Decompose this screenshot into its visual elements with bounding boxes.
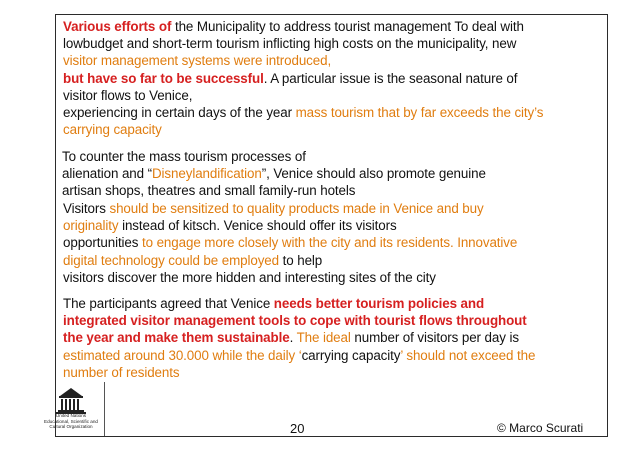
text-segment: carrying capacity xyxy=(63,122,162,138)
text-segment: visitors discover the more hidden and interesting sites of the city xyxy=(63,269,436,285)
logo-line: Educational, Scientific and xyxy=(44,418,98,424)
text-segment: ’ should not exceed the xyxy=(400,347,536,363)
paragraph-mass-tourism-countermeasures xyxy=(62,148,602,200)
text-segment: Disneylandification xyxy=(151,166,262,182)
text-segment: lowbudget and short-term tourism inflicting high costs on the municipality, new xyxy=(63,36,517,52)
text-segment: ”, Venice should also promote genuine xyxy=(261,166,486,182)
author-credit: © Marco Scurati xyxy=(497,421,584,435)
text-segment: should be sensitized to quality products made in Venice and buy xyxy=(109,201,484,216)
text-segment: number of residents xyxy=(63,364,180,380)
text-line xyxy=(63,87,603,104)
text-line xyxy=(63,18,603,35)
text-segment: artisan shops, theatres and small family-run hotels xyxy=(62,183,356,199)
paragraph-participants-agreement xyxy=(63,295,603,381)
text-line xyxy=(63,329,603,346)
text-line xyxy=(63,35,603,52)
text-segment: visitor flows to Venice, xyxy=(63,87,193,103)
text-segment: the year and make them sustainable xyxy=(63,330,290,346)
text-segment: To counter the mass tourism processes of xyxy=(62,149,306,164)
text-line xyxy=(63,70,603,87)
text-segment: but have so far to be successful xyxy=(63,70,264,86)
text-segment: . xyxy=(289,330,297,346)
text-segment: number of visitors per day is xyxy=(350,330,519,346)
text-segment: experiencing in certain days of the year xyxy=(63,105,296,121)
text-line xyxy=(63,200,603,217)
text-segment: instead of kitsch. Venice should offer its visitors xyxy=(118,218,397,234)
text-segment: Visitors xyxy=(63,201,110,216)
text-segment: mass tourism that by far exceeds the city’s xyxy=(295,105,544,121)
text-line xyxy=(63,121,603,138)
text-line xyxy=(63,252,603,269)
logo-line: Cultural Organization xyxy=(49,424,93,430)
text-segment: The participants agreed that Venice xyxy=(63,296,274,311)
text-segment: estimated around 30.000 while the daily ‘ xyxy=(63,347,302,363)
text-segment: carrying capacity xyxy=(301,347,401,363)
paragraph-municipal-efforts xyxy=(63,18,603,138)
text-segment: digital technology could be employed xyxy=(63,252,280,268)
text-line xyxy=(63,347,603,364)
text-line xyxy=(63,217,603,234)
page-number: 20 xyxy=(290,421,305,436)
text-segment: needs better tourism policies and xyxy=(273,296,485,311)
text-line xyxy=(63,269,603,286)
logo-line: United Nations xyxy=(55,413,87,418)
text-segment: to engage more closely with the city and its residents. Innovative xyxy=(142,235,518,251)
unesco-logo-text xyxy=(40,413,102,430)
text-segment: opportunities xyxy=(63,235,142,251)
text-segment: Various efforts of xyxy=(63,19,172,34)
text-line xyxy=(63,295,603,312)
text-line xyxy=(63,312,603,329)
text-segment: originality xyxy=(63,218,119,234)
text-line xyxy=(62,148,602,165)
text-line xyxy=(63,234,603,251)
text-segment: . A particular issue is the seasonal nature of xyxy=(263,70,518,86)
text-segment: to help xyxy=(279,252,323,268)
text-segment: The ideal xyxy=(296,330,351,346)
text-line xyxy=(62,165,602,182)
paragraph-visitor-sensitization xyxy=(63,200,603,286)
text-line xyxy=(62,182,602,199)
text-line xyxy=(63,52,603,69)
text-segment: the Municipality to address tourist management To deal with xyxy=(171,19,524,34)
logo-divider xyxy=(104,382,105,436)
text-line xyxy=(63,364,603,381)
text-segment: visitor management systems were introduced, xyxy=(63,53,332,69)
text-segment: alienation and “ xyxy=(62,166,152,182)
text-line xyxy=(63,104,603,121)
text-segment: integrated visitor management tools to cope with tourist flows throughout xyxy=(63,313,527,329)
